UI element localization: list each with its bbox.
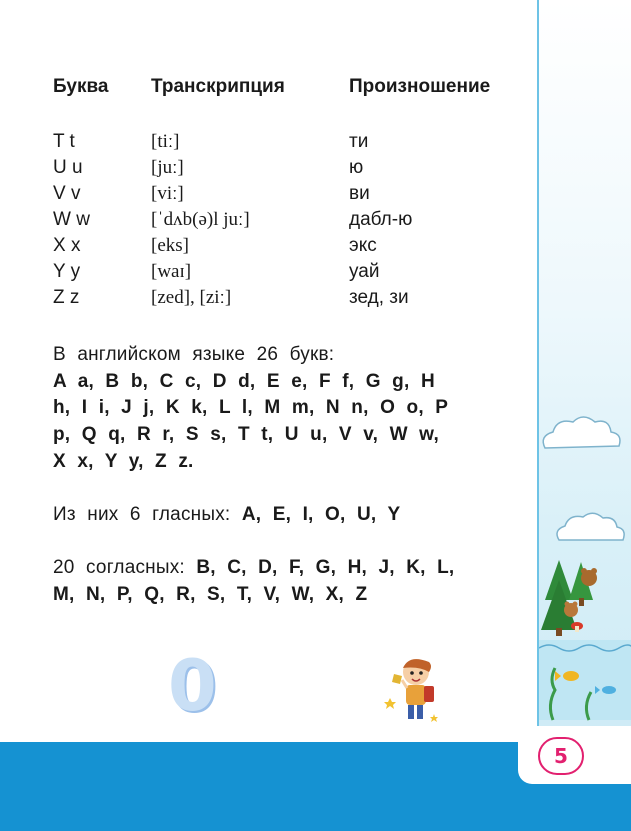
consonants-line: B, C, D, F, G, H, J, K, L, <box>196 557 455 578</box>
alphabet-paragraph <box>53 342 513 476</box>
pronunciation-cell: зед, зи <box>349 287 409 308</box>
decorative-zero: 0 <box>168 645 217 727</box>
header-transcription: Транскрипция <box>151 76 285 97</box>
alphabet-line: p, Q q, R r, S s, T t, U u, V v, W w, <box>53 424 439 446</box>
pronunciation-cell: дабл-ю <box>349 209 413 230</box>
pronunciation-cell: экс <box>349 235 377 256</box>
pronunciation-cell: ю <box>349 157 364 178</box>
letter-cell: U u <box>53 157 83 178</box>
letter-cell: W w <box>53 209 90 230</box>
letter-cell: Z z <box>53 287 80 308</box>
transcription-cell: [ˈdʌb(ə)l juː] <box>151 209 250 230</box>
pronunciation-cell: уай <box>349 261 380 282</box>
table-row <box>53 235 523 261</box>
mushroom-icon <box>571 622 583 632</box>
page-number: 5 <box>538 737 584 775</box>
table-row <box>53 157 523 183</box>
table-row <box>53 183 523 209</box>
schoolboy-icon <box>384 654 444 726</box>
header-letter: Буква <box>53 76 109 97</box>
pronunciation-cell: ви <box>349 183 370 204</box>
table-row <box>53 261 523 287</box>
vowels-letters: A, E, I, O, U, Y <box>241 504 401 525</box>
alphabet-line: h, I i, J j, K k, L l, M m, N n, O o, P <box>53 397 449 419</box>
transcription-cell: [tiː] <box>151 131 180 152</box>
letter-cell: V v <box>53 183 81 204</box>
cloud-icon <box>543 417 624 540</box>
vowels-label: Из них 6 гласных: <box>53 504 231 525</box>
transcription-cell: [zed], [ziː] <box>151 287 232 308</box>
consonants-paragraph <box>53 555 513 608</box>
table-row <box>53 209 523 235</box>
header-pronunciation: Произношение <box>349 76 491 97</box>
transcription-cell: [waɪ] <box>151 261 192 282</box>
pronunciation-cell: ти <box>349 131 369 152</box>
table-row <box>53 131 523 157</box>
transcription-cell: [viː] <box>151 183 184 204</box>
alphabet-intro: В английском языке 26 букв: <box>53 344 335 365</box>
letter-cell: X x <box>53 235 81 256</box>
alphabet-line: X x, Y y, Z z. <box>53 450 194 472</box>
decorative-side-strip <box>537 0 631 760</box>
alphabet-line: A a, B b, C c, D d, E e, F f, G g, H <box>53 370 435 392</box>
table-row <box>53 287 523 313</box>
nature-illustration <box>539 0 631 760</box>
letter-cell: Y y <box>53 261 81 282</box>
vowels-line <box>53 502 513 529</box>
consonants-line: M, N, P, Q, R, S, T, V, W, X, Z <box>53 583 368 605</box>
transcription-cell: [eks] <box>151 235 189 256</box>
consonants-label: 20 согласных: <box>53 557 185 578</box>
letter-cell: T t <box>53 131 75 152</box>
transcription-cell: [juː] <box>151 157 184 178</box>
